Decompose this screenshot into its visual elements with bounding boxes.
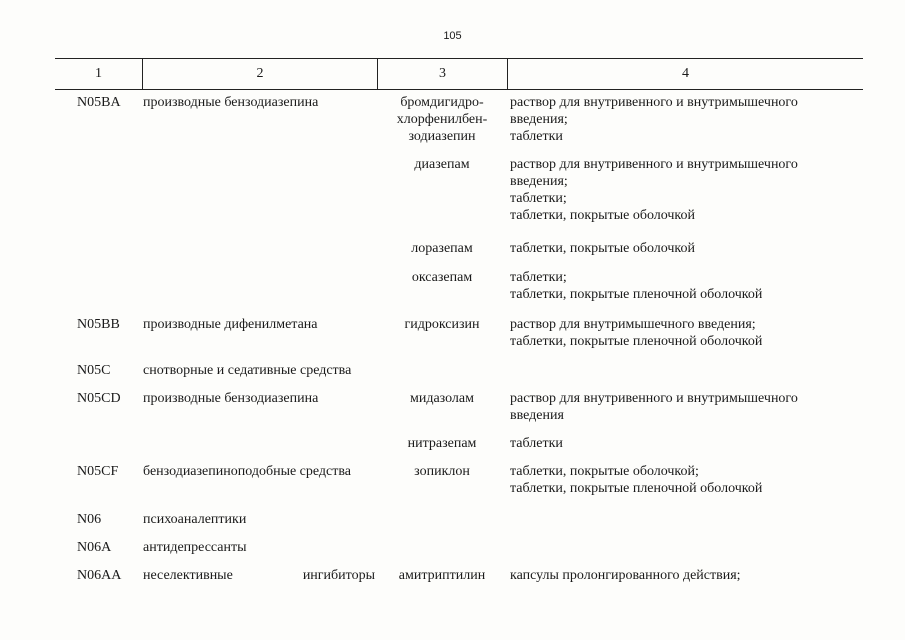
dosage-form: раствор для внутривенного и внутримышечного введения; таблетки; таблетки, покрытые оболочкой bbox=[510, 157, 798, 223]
group-name: производные бензодиазепина bbox=[143, 95, 319, 110]
dosage-form: раствор для внутривенного и внутримышечного введения bbox=[510, 391, 798, 423]
group-name: неселективные ингибиторы bbox=[143, 568, 375, 583]
group-name: производные дифенилметана bbox=[143, 317, 318, 332]
dosage-form: капсулы пролонгированного действия; bbox=[510, 568, 741, 583]
group-name: психоаналептики bbox=[143, 512, 247, 527]
group-name: антидепрессанты bbox=[143, 540, 247, 555]
drug-name: лоразепам bbox=[411, 241, 473, 256]
dosage-form: таблетки bbox=[510, 436, 563, 451]
atc-code: N05BB bbox=[77, 317, 120, 332]
atc-code: N06A bbox=[77, 540, 112, 555]
drug-name: оксазепам bbox=[411, 270, 473, 285]
drug-name: мидазолам bbox=[409, 391, 474, 406]
dosage-form: раствор для внутримышечного введения; таблетки, покрытые пленочной оболочкой bbox=[510, 317, 763, 349]
column-header-2: 2 bbox=[142, 59, 377, 89]
atc-code: N05C bbox=[77, 363, 111, 378]
drug-name: диазепам bbox=[414, 157, 470, 172]
atc-code: N05CD bbox=[77, 391, 121, 406]
column-header-4: 4 bbox=[507, 59, 863, 89]
atc-code: N06AA bbox=[77, 568, 122, 583]
dosage-form: раствор для внутривенного и внутримышечного введения; таблетки bbox=[510, 95, 798, 144]
atc-code: N06 bbox=[77, 512, 102, 527]
group-name: снотворные и седативные средства bbox=[143, 363, 352, 378]
group-name: производные бензодиазепина bbox=[143, 391, 319, 406]
drug-name: нитразепам bbox=[407, 436, 477, 451]
drug-name: бромдигидро- хлорфенилбен- зодиазепин bbox=[396, 95, 488, 144]
column-header-3: 3 bbox=[377, 59, 507, 89]
group-name: бензодиазепиноподобные средства bbox=[143, 464, 352, 479]
atc-code: N05CF bbox=[77, 464, 119, 479]
column-header-1: 1 bbox=[95, 66, 102, 81]
dosage-form: таблетки, покрытые оболочкой bbox=[510, 241, 696, 256]
drug-name: зопиклон bbox=[414, 464, 470, 479]
drug-name: гидроксизин bbox=[404, 317, 480, 332]
page-number: 105 bbox=[443, 30, 462, 42]
dosage-form: таблетки; таблетки, покрытые пленочной оболочкой bbox=[510, 270, 763, 302]
table-header bbox=[55, 58, 863, 90]
dosage-form: таблетки, покрытые оболочкой; таблетки, покрытые пленочной оболочкой bbox=[510, 464, 763, 496]
drug-name: амитриптилин bbox=[398, 568, 486, 583]
atc-code: N05BA bbox=[77, 95, 121, 110]
